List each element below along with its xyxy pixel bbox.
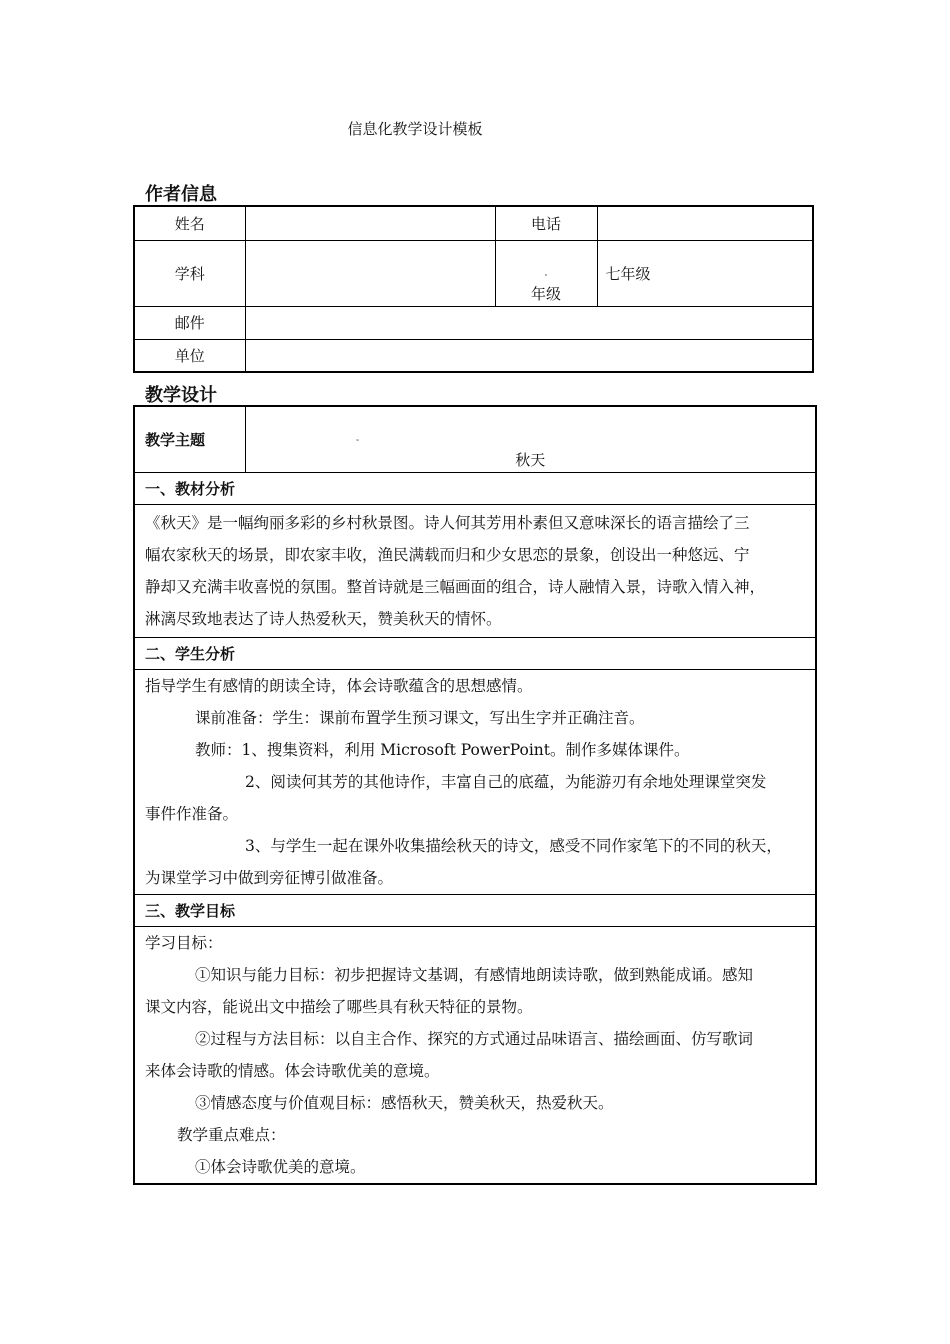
grade-label-cell: ' 年级: [495, 240, 597, 306]
text-line: 指导学生有感情的朗读全诗，体会诗歌蕴含的思想感情。: [145, 676, 533, 695]
text-line: 课前准备：学生：课前布置学生预习课文，写出生字并正确注音。: [195, 708, 645, 727]
subject-field[interactable]: [245, 240, 495, 306]
text-line: 3、与学生一起在课外收集描绘秋天的诗文，感受不同作家笔下的不同的秋天，: [245, 836, 782, 855]
theme-cell[interactable]: ˜ 秋天: [245, 406, 816, 472]
teaching-goals-body: [134, 926, 816, 1184]
grade-value[interactable]: 七年级: [597, 240, 813, 306]
material-analysis-title: 一、教材分析: [134, 472, 816, 504]
unit-label: 单位: [134, 339, 245, 372]
text-line: 《秋天》是一幅绚丽多彩的乡村秋景图。诗人何其芳用朴素但又意味深长的语言描绘了三: [145, 513, 750, 532]
text-line: 静却又充满丰收喜悦的氛围。整首诗就是三幅画面的组合，诗人融情入景，诗歌入情入神，: [145, 577, 766, 596]
theme-value: 秋天: [515, 450, 546, 469]
email-field[interactable]: [245, 306, 813, 339]
text-line: 学习目标：: [145, 933, 223, 952]
text-line: 课文内容，能说出文中描绘了哪些具有秋天特征的景物。: [145, 997, 533, 1016]
student-analysis-body: [134, 669, 816, 894]
teaching-design-table: [133, 405, 817, 1185]
author-info-heading: 作者信息: [145, 184, 217, 205]
email-label: 邮件: [134, 306, 245, 339]
grade-label: 年级: [530, 284, 561, 303]
teaching-design-heading: 教学设计: [145, 385, 217, 406]
text-line: 2、阅读何其芳的其他诗作，丰富自己的底蕴，为能游刃有余地处理课堂突发: [245, 772, 767, 791]
student-analysis-title: 二、学生分析: [134, 637, 816, 669]
text-line: 幅农家秋天的场景，即农家丰收，渔民满载而归和少女思恋的景象，创设出一种悠远、宁: [145, 545, 750, 564]
document-title: 信息化教学设计模板: [347, 120, 483, 138]
text-line: ②过程与方法目标：以自主合作、探究的方式通过品味语言、描绘画面、仿写歌词: [195, 1029, 754, 1048]
material-analysis-body: [134, 504, 816, 637]
text-line: 来体会诗歌的情感。体会诗歌优美的意境。: [145, 1061, 440, 1080]
text-line: ①知识与能力目标：初步把握诗文基调，有感情地朗读诗歌，做到熟能成诵。感知: [195, 965, 754, 984]
text-line: 教师：1、搜集资料，利用 Microsoft PowerPoint。制作多媒体课件。: [195, 740, 690, 759]
text-line: 淋漓尽致地表达了诗人热爱秋天，赞美秋天的情怀。: [145, 609, 502, 628]
author-info-table: [133, 205, 814, 373]
unit-field[interactable]: [245, 339, 813, 372]
text-line: ③情感态度与价值观目标：感悟秋天，赞美秋天，热爱秋天。: [195, 1093, 614, 1112]
text-line: 为课堂学习中做到旁征博引做准备。: [145, 868, 394, 887]
teaching-goals-title: 三、教学目标: [134, 894, 816, 926]
name-label: 姓名: [134, 206, 245, 240]
phone-label: 电话: [495, 206, 597, 240]
subject-label: 学科: [134, 240, 245, 306]
text-line: ①体会诗歌优美的意境。: [195, 1157, 366, 1176]
phone-field[interactable]: [597, 206, 813, 240]
theme-label: 教学主题: [134, 406, 245, 472]
text-line: 事件作准备。: [145, 804, 239, 823]
text-line: 教学重点难点：: [177, 1125, 286, 1144]
name-field[interactable]: [245, 206, 495, 240]
